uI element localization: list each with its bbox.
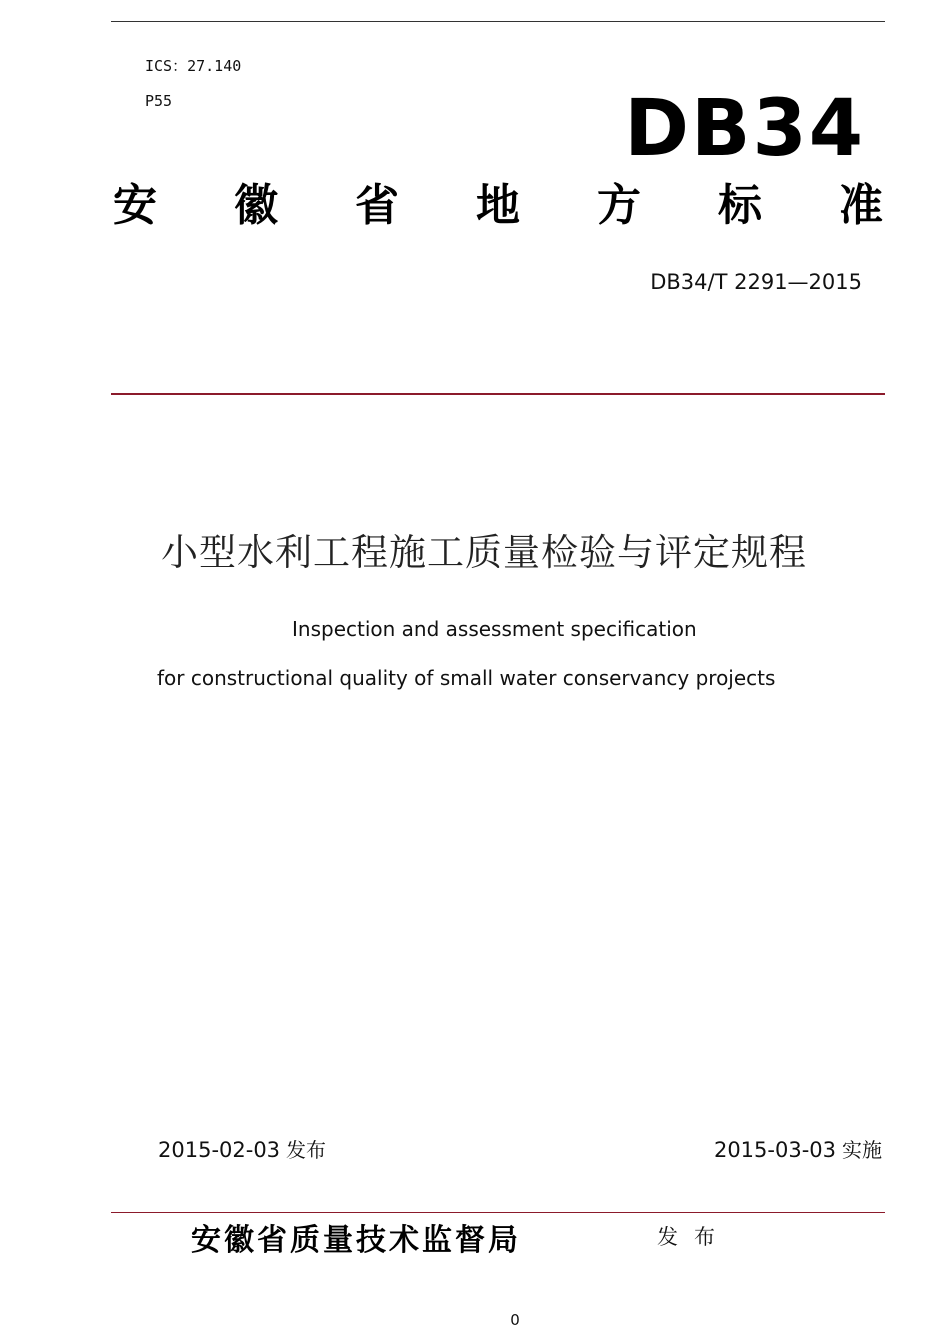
ccs-code: P55: [145, 92, 173, 110]
footer-divider: [111, 1212, 885, 1213]
header-divider: [111, 393, 885, 395]
issue-date-label: 发布: [286, 1138, 327, 1162]
standard-type-char: 安: [113, 180, 157, 231]
ics-code: ICS：27.140: [145, 57, 242, 75]
effective-date-value: 2015-03-03: [713, 1138, 836, 1162]
english-title-line-2: for constructional quality of small water conservancy projects: [157, 666, 776, 690]
standard-type-char: 省: [355, 180, 399, 231]
effective-date-label: 实施: [842, 1138, 882, 1162]
chinese-title: 小型水利工程施工质量检验与评定规程: [161, 531, 807, 574]
page-number: 0: [510, 1311, 520, 1329]
standard-type-char: 徽: [234, 180, 278, 231]
english-title-line-1: Inspection and assessment specification: [292, 617, 697, 641]
issue-date: [158, 1134, 326, 1163]
standard-number: DB34/T 2291—2015: [650, 270, 862, 294]
standard-type-char: 标: [718, 180, 762, 231]
top-rule: [111, 21, 885, 22]
standard-type-title: [113, 182, 883, 230]
db34-logo: DB34: [624, 84, 865, 174]
standard-type-char: 准: [839, 180, 883, 231]
issuing-action: 发布: [657, 1225, 731, 1249]
issuing-authority: 安徽省质量技术监督局: [191, 1223, 521, 1258]
standard-type-char: 方: [597, 180, 641, 231]
standard-type-char: 地: [476, 180, 520, 231]
issue-date-value: 2015-02-03: [158, 1138, 281, 1162]
effective-date: [714, 1134, 882, 1163]
